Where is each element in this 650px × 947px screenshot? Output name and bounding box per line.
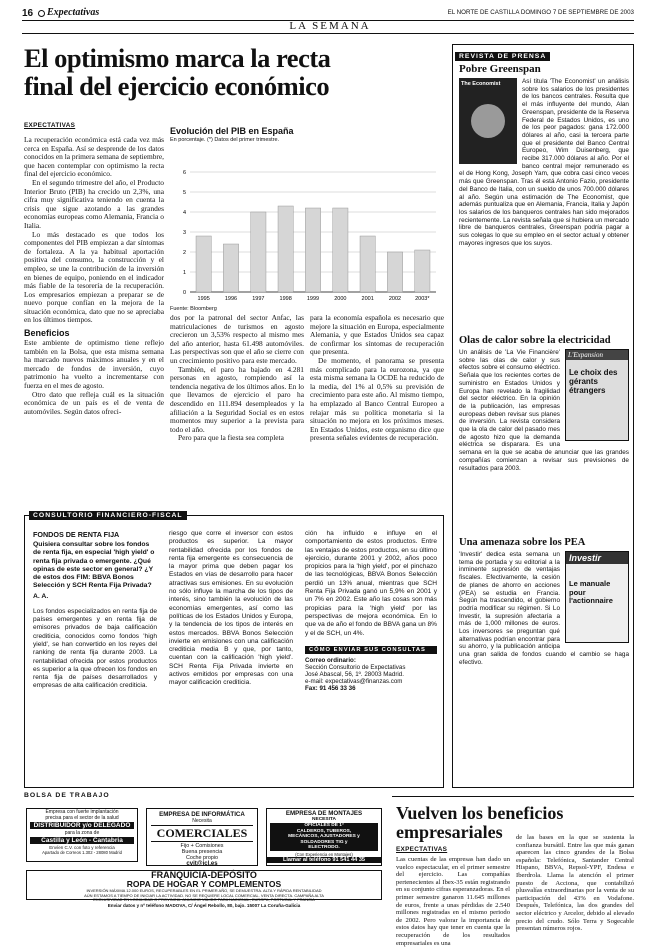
paragraph: Pero para que la fiesta sea completa [178, 433, 284, 443]
question-text: Quisiera consultar sobre los fondos de renta fija, en especial 'high yield' o renta fija privada o emergente. ¿Qué opinas de este sector en general? ¿Y de estos dos FIM: BBVA Bonos Selección y SCH Renta Fija Privada? [33, 541, 155, 590]
main-headline-line1: El optimismo marca la recta [24, 43, 331, 73]
second-headline-line1: Vuelven los beneficios [396, 803, 564, 823]
ad-contact: cvit@icl.es [186, 861, 218, 867]
ad-highlight: DISTRIBUIDOR y/o DELEGADO [30, 822, 134, 829]
chart-xtick-label: 2000 [334, 296, 347, 302]
chart-source: Fuente: Bloomberg [170, 306, 217, 312]
paragraph: dos por la patronal del sector Anfac, las matriculaciones de turismos en agosto crecieron un 3,53% respecto al mismo mes del año anterior, hasta 61.498 automóviles. Las perspectivas son que el año se cierre con un crecimiento positivo para este mercado. [170, 313, 304, 365]
press-item-text: 'Investir' dedica esta semana un tema de portada y su editorial a la inminente supresión de ventajas fiscales. Efectivamente, la cesión de planes de ahorro en acciones (PEA) se estudia en Francia. Según ha trascendido, el gobierno podría modificar su régimen. Si Lo Investir, la supresión afectaría a más de 1,000 millones de euros. Los inversores se preguntan qué alternativas podrían encontrar para su ahorro, y la publicación anticipa una gran salida de fondos cuando el cambio se haga efectivo. [459, 551, 629, 666]
ad-montajes [266, 808, 382, 866]
chart-ytick-label: 2 [182, 250, 186, 256]
chart-xtick-label: 1995 [197, 296, 210, 302]
economist-cover [459, 78, 517, 164]
ad-region: Castilla y León - Cantabria [30, 837, 134, 844]
main-article-col2 [170, 314, 304, 514]
chart-bar [333, 208, 348, 292]
ad-phone: Llamar al teléfono 91 541 44 35 [267, 857, 381, 863]
chart-bar [251, 212, 266, 292]
contact-email: e-mail: expectativas@finanzas.com [305, 677, 403, 685]
cover-label: Investir [566, 552, 628, 564]
chart-bar [415, 250, 430, 292]
ad-line: FRANQUICIA-DEPÓSITO [151, 870, 257, 880]
ad-line: Buena presencia [181, 849, 223, 855]
ad-line: EMPRESA DE INFORMÁTICA [159, 811, 245, 818]
press-item-text: Un análisis de 'La Vie Financière' sobre las olas de calor y sus efectos sobre el consumo eléctrico. Señala que los recientes cortes de suministro en Estados Unidos y Europa han revelado la fragilidad del sector eléctrico. En la opinión de la publicación, las empresas europeas deben revisar sus planes de inversión. La revista considera que la ola de calor del pasado mes de agosto hizo que la demanda eléctrica se disparara. Es una semana en la que se acaba de anunciar que las grandes compañías comienzan a revisar sus previsiones de resultados para 2003. [459, 349, 629, 472]
ad-line: Envíen C.V. con foto y referencia [49, 845, 115, 850]
answer-text: Los fondos especializados en renta fija de países emergentes y en renta fija de emisores privados de baja calificación crediticia, conocidos como fondos 'high yield', se han convertido en los reyes del ranking de renta fija durante 2003. La rentabilidad ofrecida por estos productos es superior a la que ofrecen los fondos en renta fija de países desarrollados y empresas de alta calificación crediticia. [33, 607, 157, 690]
page-number: 16 [22, 8, 34, 19]
contact-fax: Fax: 91 456 33 36 [305, 684, 356, 692]
classifieds-title: BOLSA DE TRABAJO [24, 792, 110, 799]
press-review-sidebar [452, 44, 634, 788]
second-article-col2 [516, 834, 634, 933]
paragraph: Otro dato que refleja cuál es la situación económica de un país es el de venta de automóviles. Según datos ofreci- [24, 389, 164, 416]
chart-xtick-label: 1997 [252, 296, 265, 302]
ad-line: Necesita [192, 818, 212, 824]
ad-line: AÚN ESTAMOS A TIEMPO DE INICIAR LA ACTIVIDAD. NO SE REQUIERE LOCAL COMERCIAL. VENTA DIRECTA. CAMPAÑA ALTA [84, 892, 324, 898]
press-item-3 [459, 537, 629, 789]
chart-xtick-label: 1999 [306, 296, 320, 302]
cover-label: Le choix des gérants étrangers [569, 368, 618, 395]
chart-title: Evolución del PIB en España [170, 126, 294, 136]
ad-distribuidor [26, 808, 138, 862]
header-rule-2 [22, 33, 634, 34]
chart-xtick-label: 1998 [279, 296, 292, 302]
chart-bar [278, 206, 293, 292]
paragraph: para la economía española es necesario que mejore la situación en Europa, especialmente Alemania, y que Estados Unidos sea capaz de confirmar los síntomas de recuperación que presenta. [310, 313, 444, 357]
consultorio-col1 [33, 530, 157, 691]
contact-line: Correo ordinario: [305, 656, 356, 664]
subheading: Beneficios [24, 328, 70, 339]
answer-text: riesgo que corre el inversor con estos productos es superior. La mayor rentabilidad ofrecida por los fondos de renta fija emergente es consecuencia de la mayor prima que deben pagar los Estados en vías de desarrollo para hacer atractivas sus emisiones. En su evolución no sólo influye la marcha de los tipos de interés, sino también la evolución de las economías emergentes, así como las políticas de los Estados Unidos y Europa, y la tendencia de los tipos de interés en estos mercados. BBVA Bonos Selección invierte en emisiones con una calificación crediticia media B y que, por tanto, cuentan con la calificación 'high yield'. SCH Renta Fija Privada invierte en activos emitidos por empresas con una mayor calificación crediticia. [169, 530, 293, 687]
press-item-text: Así titula 'The Economist' un análisis sobre los salarios de los presidentes de los bancos centrales. Resulta que el más influyente del mundo, Alan Greenspan, presidente de la Reserva Federal de Estados Unidos, es uno de los peor pagados: gana 172.000 dólares al año, casi la tercera parte que el presidente del Banco Central Europeo, Wim Duisenberg, que recibe 317.000 dólares al año. Por el banco central mejor remunerado es el de Hong Kong, Joseph Yam, que cobra casi cinco veces más que Greenspan. Tras él está Antonio Fazio, presidente del Banco de Italia, con un sueldo de unos 700.000 dólares al año. Según una estimación de The Economist, que además puntualiza que en Alemania, Francia, Italia y Japón los salarios de los banqueros centrales han sido mejorados recientemente. La revista señala que si hubiera un mercado libre de banqueros centrales, Greenspan podría pagar a sus colegas lo que su empleo en el sector actual y obtener mayores ingresos que los suyos. [459, 78, 629, 247]
paragraph: Este ambiente de optimismo tiene reflejo también en la Bolsa, que esta misma semana ha marcado nuevos máximos anuales y en el mercado de fondos de inversión, cuyo patrimonio ha vuelto a incrementarse con fuerza en el mes de agosto. [24, 338, 164, 391]
ad-line: NECESITA [312, 817, 336, 822]
ad-highlight-line: CALDEROS, TUBEROS, [296, 828, 352, 834]
main-article-col1 [24, 122, 164, 510]
ad-highlight-line: MECÁNICOS, AJUSTADORES y [288, 834, 360, 840]
chart-subtitle: En porcentaje. (*) Datos del primer trimestre. [170, 137, 280, 143]
press-item-headline: Olas de calor sobre la electricidad [459, 335, 611, 346]
paragraph: de las bases en la que se sustenta la confianza bursátil. Entre las que más ganan aparecen las cinco grandes de la Bolsa española: Telefónica, Santander Central Hispano, BBVA, Repsol-YPF, Endesa e Iberdrola. Llama la atención el primer puesto de Acciona, que contabilizó plusvalías extraordinarias por la venta de su participación del 43% en Vodafone. Después, Telefónica, las dos grandes del sector eléctrico y Arcelor, debido al elevado precio del crudo. Sólo Terra y Sogecable presentan números rojos. [516, 834, 634, 933]
section-title: LA SEMANA [289, 20, 371, 32]
ad-line: EMPRESA DE MONTAJES [285, 810, 363, 817]
question-title: FONDOS DE RENTA FIJA [33, 530, 120, 539]
main-article-kicker: EXPECTATIVAS [24, 122, 76, 129]
expansion-cover [565, 349, 629, 441]
chart-plot [170, 146, 442, 306]
ad-line: Fijo + Comisiones [180, 843, 224, 849]
consultorio-box [24, 512, 444, 788]
paragraph: Lo más destacado es que todos los componentes del PIB empiezan a dar síntomas de fortaleza. A la ya habitual aportación positiva del consumo, la construcción y el empleo, se une la contribución de la inversión en bienes de equipo, poniendo en el indicador más fiable de la tesorería de la recuperación. Los empresarios empiezan a preparar se de nuevo porque confían en la mejora de la situación económica, dato que no se apreciaba en los últimos tiempos. [24, 229, 164, 325]
chart-ytick-label: 6 [182, 170, 186, 176]
question-signature: A. A. [33, 592, 49, 600]
chart-xtick-label: 1996 [224, 296, 238, 302]
chart-xtick-label: 2001 [361, 296, 374, 302]
ad-line: precisa para el sector de la salud [45, 815, 119, 821]
press-item-headline: Una amenaza sobre los PEA [459, 537, 586, 548]
main-headline [24, 44, 444, 100]
ad-franquicia [26, 870, 382, 908]
ad-comerciales [146, 808, 258, 866]
cover-title: L'Expansion [566, 350, 628, 360]
ad-line: Empresa con fuerte implantación [45, 809, 119, 815]
chart-xtick-label: 2002 [388, 296, 402, 302]
ad-line: EXCLUSIVIDAD EN LOCALIDAD O PROVINCIA. ANUNCIO VÁLIDO PARA NACIONAL, EUROPA, PORTUGAL Y FRANCIA [93, 897, 315, 903]
chart-bar [387, 252, 402, 292]
ad-line: ROPA DE HOGAR Y COMPLEMENTOS [126, 879, 282, 889]
consultorio-title: CONSULTORIO FINANCIERO-FISCAL [29, 511, 187, 520]
answer-text: ción ha influido e influye en el comportamiento de estos productos. Entre las ventajas de estos productos, en su último ejercicio, durante 2001 y 2002, años poco propicios para la 'high yield', por el pinchazo de las tecnológicas, BBVA Bonos Selección perdió un 13% anual, mientras que SCH Renta Fija Privada ganó un 5,9% en 2001 y un 7% en 2002. Este año las cosas son más propicias para la 'high yield' por las perspectivas de mejora económica. En lo que va de año el fondo de BBVA gana un 8% y el de SCH, un 4%. [305, 530, 437, 637]
chart-ytick-label: 1 [182, 270, 186, 276]
chart-bar [305, 208, 320, 292]
chart-ytick-label: 0 [182, 290, 186, 296]
pib-chart [170, 126, 442, 312]
second-article-kicker: EXPECTATIVAS [396, 846, 448, 853]
ad-line: para la zona de [64, 830, 100, 836]
press-review-title: REVISTA DE PRENSA [455, 52, 550, 61]
second-article-col1 [396, 856, 510, 947]
ad-line: (Con Experiencia en Montajes) [295, 851, 353, 857]
paragraph: También, el paro ha bajado en 4.281 personas en agosto, rompiendo así la tendencia negativa de los últimos años. En lo que llevamos de ejercicio el paro ha descendido en 111.894 desempleados y la afiliación a la Seguridad Social es en estos momentos muy superior a la prevista para todo el año. [170, 364, 304, 434]
press-item-2 [459, 335, 629, 531]
paragraph: Las cuentas de las empresas han dado un vuelco espectacular, en el primer semestre del ejercicio. Las compañías pertenecientes al Ibex-35 están registrando en su conjunto cifras esperanzadoras. En el primer semestre ganaron 11.645 millones de euros, frente a unas pérdidas de 2.540 millones registradas en el mismo periodo de 2002. Pero valorar la importancia de estos datos hay que tener en cuenta que la recuperación de los resultados empresariales es una [396, 856, 510, 947]
chart-xtick-label: 2003* [415, 296, 430, 302]
ad-highlight [270, 823, 378, 851]
section-brand: Expectativas [47, 7, 100, 18]
main-headline-line2: final del ejercicio económico [24, 71, 330, 101]
paragraph: En el segundo trimestre del año, el Producto Interior Bruto (PIB) ha crecido un 2,3%, una cifra muy significativa teniendo en cuenta la crisis que sigue azotando a las grandes economías europeas como Alemania, Francia o Italia. [24, 177, 164, 230]
press-item-headline: Pobre Greenspan [459, 63, 541, 75]
paragraph: La recuperación económica está cada vez más cerca en España. Así se desprende de los datos conocidos en la primera semana de septiembre, que hacen contemplar con optimismo la recta final del ejercicio económico. [24, 135, 164, 179]
publication-line: EL NORTE DE CASTILLA DOMINGO 7 DE SEPTIEMBRE DE 2003 [447, 9, 634, 16]
ad-highlight: COMERCIALES [151, 825, 253, 842]
ad-footer: Apartado de Correos 1.302 - 28080 Madrid [42, 850, 122, 855]
ad-line: Enviar datos y nº teléfono MADOVA, C/ Ángel Rebollo, 80, bajo. 15007 La Coruña-Galicia [107, 902, 301, 908]
chart-ytick-label: 5 [182, 190, 186, 196]
ad-highlight-line: SOLDADORES TIG y [300, 839, 348, 845]
investir-cover [565, 551, 629, 643]
globe-icon [471, 104, 505, 138]
contact-line: Sección Consultorio de Expectativas [305, 663, 406, 671]
paragraph: De momento, el panorama se presenta más complicado para la eurozona, ya que esta misma semana la OCDE ha reducido de la media, del 1% al 0,5% su previsión de crecimiento para este año. Al mismo tiempo, ha emplazado al Banco Central Europeo a relajar más su política monetaria si la situación no mejora en los próximos meses. En Estados Unidos, este organismo dice que presenta señales evidentes de recuperación. [310, 355, 444, 443]
chart-bar [360, 236, 375, 292]
ad-line: Coche propio [185, 855, 219, 861]
contact-title: CÓMO ENVIAR SUS CONSULTAS [305, 646, 437, 654]
consultorio-col3 [305, 530, 437, 692]
main-article-col3 [310, 314, 444, 514]
ad-highlight-line: OFICIALES DE 1ª [304, 823, 344, 828]
chart-ytick-label: 4 [182, 210, 186, 216]
cover-title: Le manuale pour l'actionnaire [569, 579, 613, 605]
chart-ytick-label: 3 [182, 230, 186, 236]
consultorio-col2 [169, 530, 293, 786]
chart-bar [223, 244, 238, 292]
press-item-1 [459, 63, 629, 330]
second-headline-line2: empresariales [396, 822, 503, 842]
cover-label: The Economist [461, 81, 501, 87]
chart-bar [196, 236, 211, 292]
contact-line: José Abascal, 56, 1º. 28003 Madrid. [305, 670, 404, 678]
ad-highlight-line: ELECTRODO. [308, 845, 340, 851]
second-article-rule [392, 796, 634, 797]
ad-line: INVERSIÓN MÁXIMA 12.000 EUROS, RECUPERABLES EN EL PRIMER AÑO, SE DEMUESTRA. ALTA Y RÁPIDA RENTABILIDAD [86, 888, 322, 893]
section-brand-icon [38, 10, 45, 17]
